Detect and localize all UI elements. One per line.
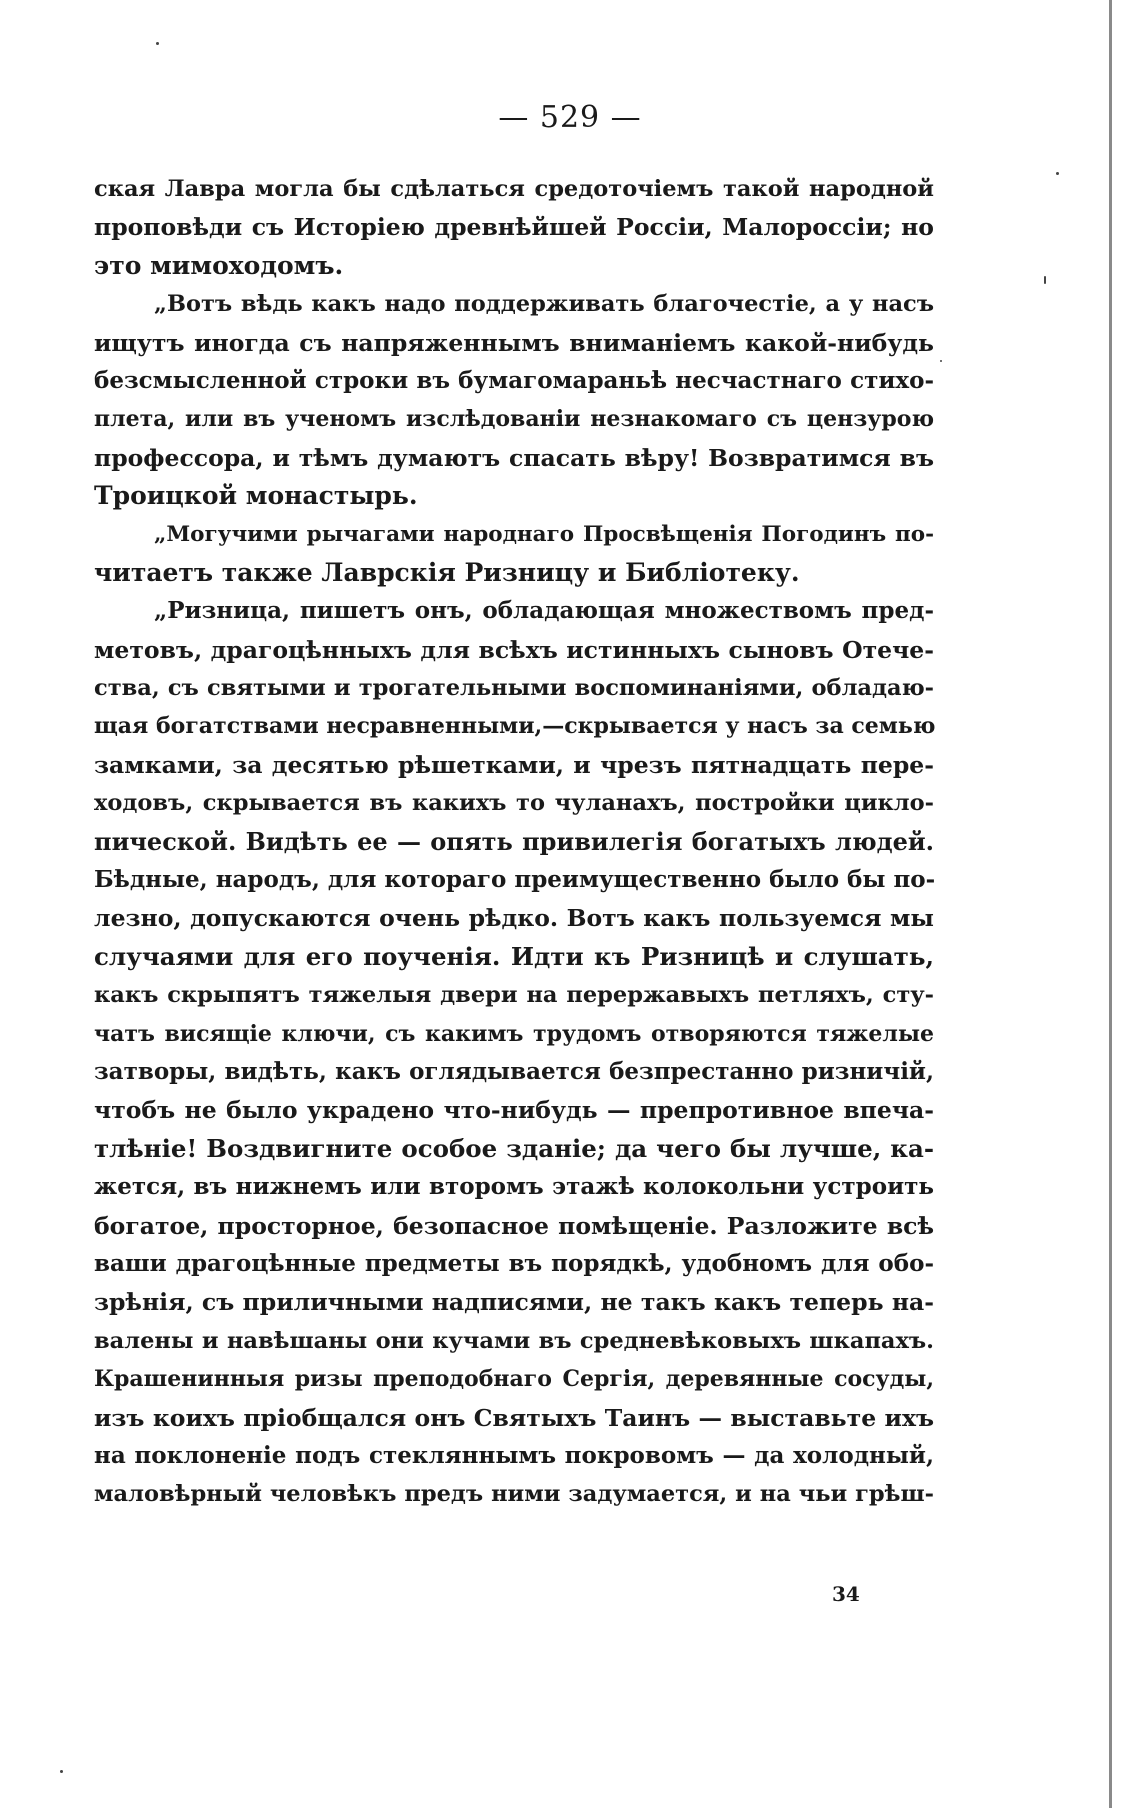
- text-line: лезно, допускаются очень рѣдко. Вотъ какъ пользуемся мы: [94, 904, 934, 933]
- text-line: случаями для его поученія. Идти къ Ризницѣ и слушать,: [94, 941, 934, 971]
- text-line: „Могучими рычагами народнаго Просвѣщенія Погодинъ по-: [154, 521, 934, 547]
- text-line: „Ризница, пишетъ онъ, обладающая множествомъ пред-: [154, 597, 934, 625]
- scan-speck: [940, 360, 942, 362]
- text-line: чтобъ не было украдено что-нибудь — препротивное впеча-: [94, 1096, 934, 1125]
- text-line: маловѣрный человѣкъ предъ ними задумается, и на чьи грѣш-: [94, 1481, 934, 1508]
- text-line: профессора, и тѣмъ думаютъ спасать вѣру! Возвратимся въ: [94, 443, 934, 472]
- text-line: чатъ висящіе ключи, съ какимъ трудомъ отворяются тяжелые: [94, 1020, 934, 1047]
- text-line: зрѣнія, съ приличными надписями, не такъ какъ теперь на-: [94, 1288, 934, 1317]
- text-line: Крашенинныя ризы преподобнаго Сергія, деревянные сосуды,: [94, 1366, 934, 1393]
- text-line: на поклоненіе подъ стекляннымъ покровомъ — да холодный,: [94, 1441, 934, 1469]
- text-line: проповѣди съ Исторіею древнѣйшей Россіи, Малороссіи; но: [94, 213, 934, 242]
- page-number-header: — 529 —: [498, 100, 642, 135]
- text-line: тлѣніе! Воздвигните особое зданіе; да чего бы лучше, ка-: [94, 1133, 934, 1163]
- text-line: это мимоходомъ.: [94, 250, 344, 280]
- text-line: Троицкой монастырь.: [94, 481, 418, 511]
- text-line: ходовъ, скрывается въ какихъ то чуланахъ, постройки цикло-: [94, 790, 934, 817]
- text-line: ищутъ иногда съ напряженнымъ вниманіемъ какой-нибудь: [94, 328, 934, 357]
- scan-speck: [60, 1770, 63, 1773]
- page-edge-shadow: [1109, 0, 1112, 1808]
- text-line: богатое, просторное, безопасное помѣщеніе. Разложите всѣ: [94, 1211, 934, 1240]
- signature-mark: 34: [832, 1582, 860, 1606]
- scan-speck: [156, 42, 159, 45]
- text-line: „Вотъ вѣдь какъ надо поддерживать благочестіе, а у насъ: [154, 291, 934, 318]
- text-line: какъ скрыпятъ тяжелыя двери на перержавыхъ петляхъ, сту-: [94, 982, 934, 1009]
- text-line: ства, съ святыми и трогательными воспоминаніями, обладаю-: [94, 675, 934, 702]
- text-line: затворы, видѣть, какъ оглядывается безпрестанно ризничій,: [94, 1057, 934, 1085]
- text-line: замками, за десятью рѣшетками, и чрезъ пятнадцать пере-: [94, 750, 934, 779]
- text-line: валены и навѣшаны они кучами въ средневѣковыхъ шкапахъ.: [94, 1327, 934, 1354]
- text-line: ская Лавра могла бы сдѣлаться средоточіемъ такой народной: [94, 176, 934, 202]
- text-line: плета, или въ ученомъ изслѣдованіи незнакомаго съ цензурою: [94, 406, 934, 433]
- text-line: Бѣдные, народъ, для котораго преимущественно было бы по-: [94, 866, 936, 894]
- text-line: читаетъ также Лаврскія Ризницу и Библіотеку.: [94, 557, 800, 587]
- text-line: изъ коихъ пріобщался онъ Святыхъ Таинъ — выставьте ихъ: [94, 1403, 934, 1432]
- text-line: ваши драгоцѣнные предметы въ порядкѣ, удобномъ для обо-: [94, 1249, 934, 1277]
- text-line: метовъ, драгоцѣнныхъ для всѣхъ истинныхъ сыновъ Отече-: [94, 635, 934, 664]
- scan-speck: [1056, 172, 1059, 175]
- scan-speck: [1044, 276, 1046, 284]
- text-line: пической. Видѣть ее — опять привилегія богатыхъ людей.: [94, 826, 934, 856]
- text-line: жется, въ нижнемъ или второмъ этажѣ колокольни устроить: [94, 1173, 934, 1201]
- text-line: щая богатствами несравненными,—скрывается у насъ за семью: [94, 713, 936, 740]
- body-text: [94, 170, 934, 1514]
- text-line: безсмысленной строки въ бумагомараньѣ несчастнаго стихо-: [94, 366, 934, 394]
